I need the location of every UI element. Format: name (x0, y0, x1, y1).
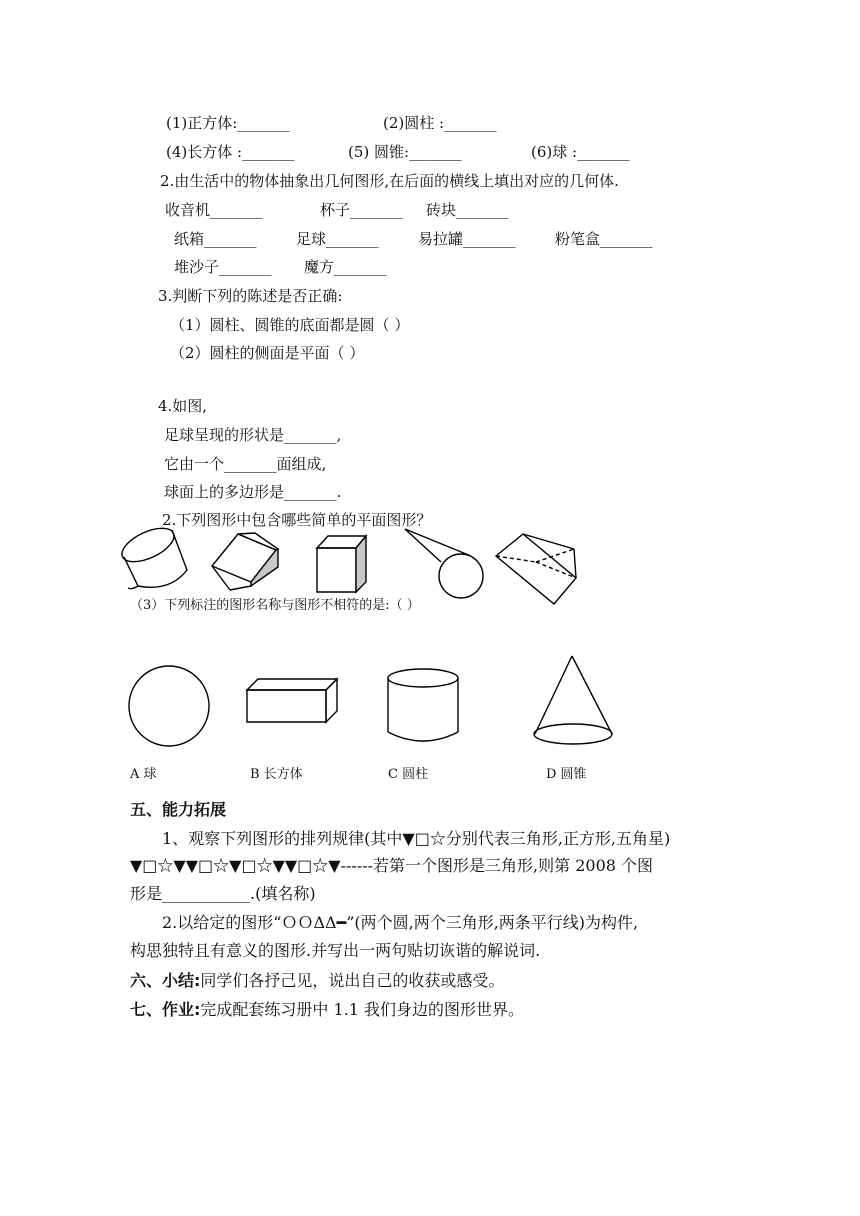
section6 (130, 971, 504, 991)
p2-line-2: 构思独特且有意义的图形.并写出一两句贴切诙谐的解说词. (130, 941, 541, 960)
q2-item-radio: 收音机_______ (165, 201, 263, 219)
q2-item-football: 足球_______ (296, 230, 379, 248)
q3-item-2: （2）圆柱的侧面是平面（ ） (170, 344, 365, 362)
label-c: C 圆柱 (388, 767, 429, 782)
label-d: D 圆锥 (546, 767, 587, 782)
sphere-shape (129, 666, 209, 746)
q4-title: 4.如图, (158, 397, 208, 415)
cylinder-shape (388, 669, 458, 741)
q1-item-cylinder: (2)圆柱 :_______ (383, 114, 497, 132)
q1-item-cuboid: (4)长方体 :_______ (166, 143, 295, 161)
q4-line-3: 球面上的多边形是_______. (164, 483, 342, 501)
cone-shape (534, 656, 612, 744)
q2-item-cup: 杯子_______ (320, 201, 403, 219)
section6-heading: 六、小结: (130, 971, 201, 990)
section7 (130, 1000, 524, 1020)
q2-item-chalkbox: 粉笔盒_______ (555, 230, 653, 248)
p1-line-1: 1、观察下列图形的排列规律(其中▼□☆分别代表三角形,正方形,五角星) (162, 829, 671, 848)
section7-heading: 七、作业: (130, 1000, 201, 1019)
q6-title: （3）下列标注的图形名称与图形不相符的是:（ ） (130, 598, 420, 613)
cuboid-shape (247, 679, 337, 722)
q4-line-1: 足球呈现的形状是_______, (164, 426, 342, 444)
q2-item-can: 易拉罐_______ (418, 230, 516, 248)
section6-text: 同学们各抒己见，说出自己的收获或感受。 (200, 971, 505, 990)
q4-line-2: 它由一个_______面组成, (164, 455, 327, 473)
section7-text: 完成配套练习册中 1.1 我们身边的图形世界。 (200, 1000, 525, 1019)
q3-title: 3.判断下列的陈述是否正确: (158, 287, 343, 305)
q1-item-cone: (5) 圆锥:_______ (348, 143, 462, 161)
label-b: B 长方体 (250, 767, 303, 782)
q5-title: 2.下列图形中包含哪些简单的平面图形？ (162, 511, 432, 529)
p2-line-1: 2.以给定的图形“ＯＯΔΔ━”(两个圆,两个三角形,两条平行线)为构件, (162, 913, 639, 932)
section5-heading: 五、能力拓展 (130, 800, 227, 819)
q2-title: 2.由生活中的物体抽象出几何图形,在后面的横线上填出对应的几何体. (160, 172, 619, 190)
q3-item-1: （1）圆柱、圆锥的底面都是圆（ ） (170, 316, 410, 334)
q1-item-sphere: (6)球 :_______ (531, 143, 630, 161)
label-a: A 球 (130, 767, 157, 782)
p1-line-2: ▼□☆▼▼□☆▼□☆▼▼□☆▼------若第一个图形是三角形,则第 2008 个图 (130, 856, 654, 875)
q2-item-brick: 砖块_______ (426, 201, 509, 219)
p1-line-3: 形是___________.(填名称) (130, 884, 316, 903)
q1-item-cube: (1)正方体:_______ (166, 114, 290, 132)
q2-item-rubik: 魔方_______ (304, 258, 387, 276)
q2-item-box: 纸箱_______ (174, 230, 257, 248)
q2-item-sandpile: 堆沙子_______ (174, 258, 272, 276)
